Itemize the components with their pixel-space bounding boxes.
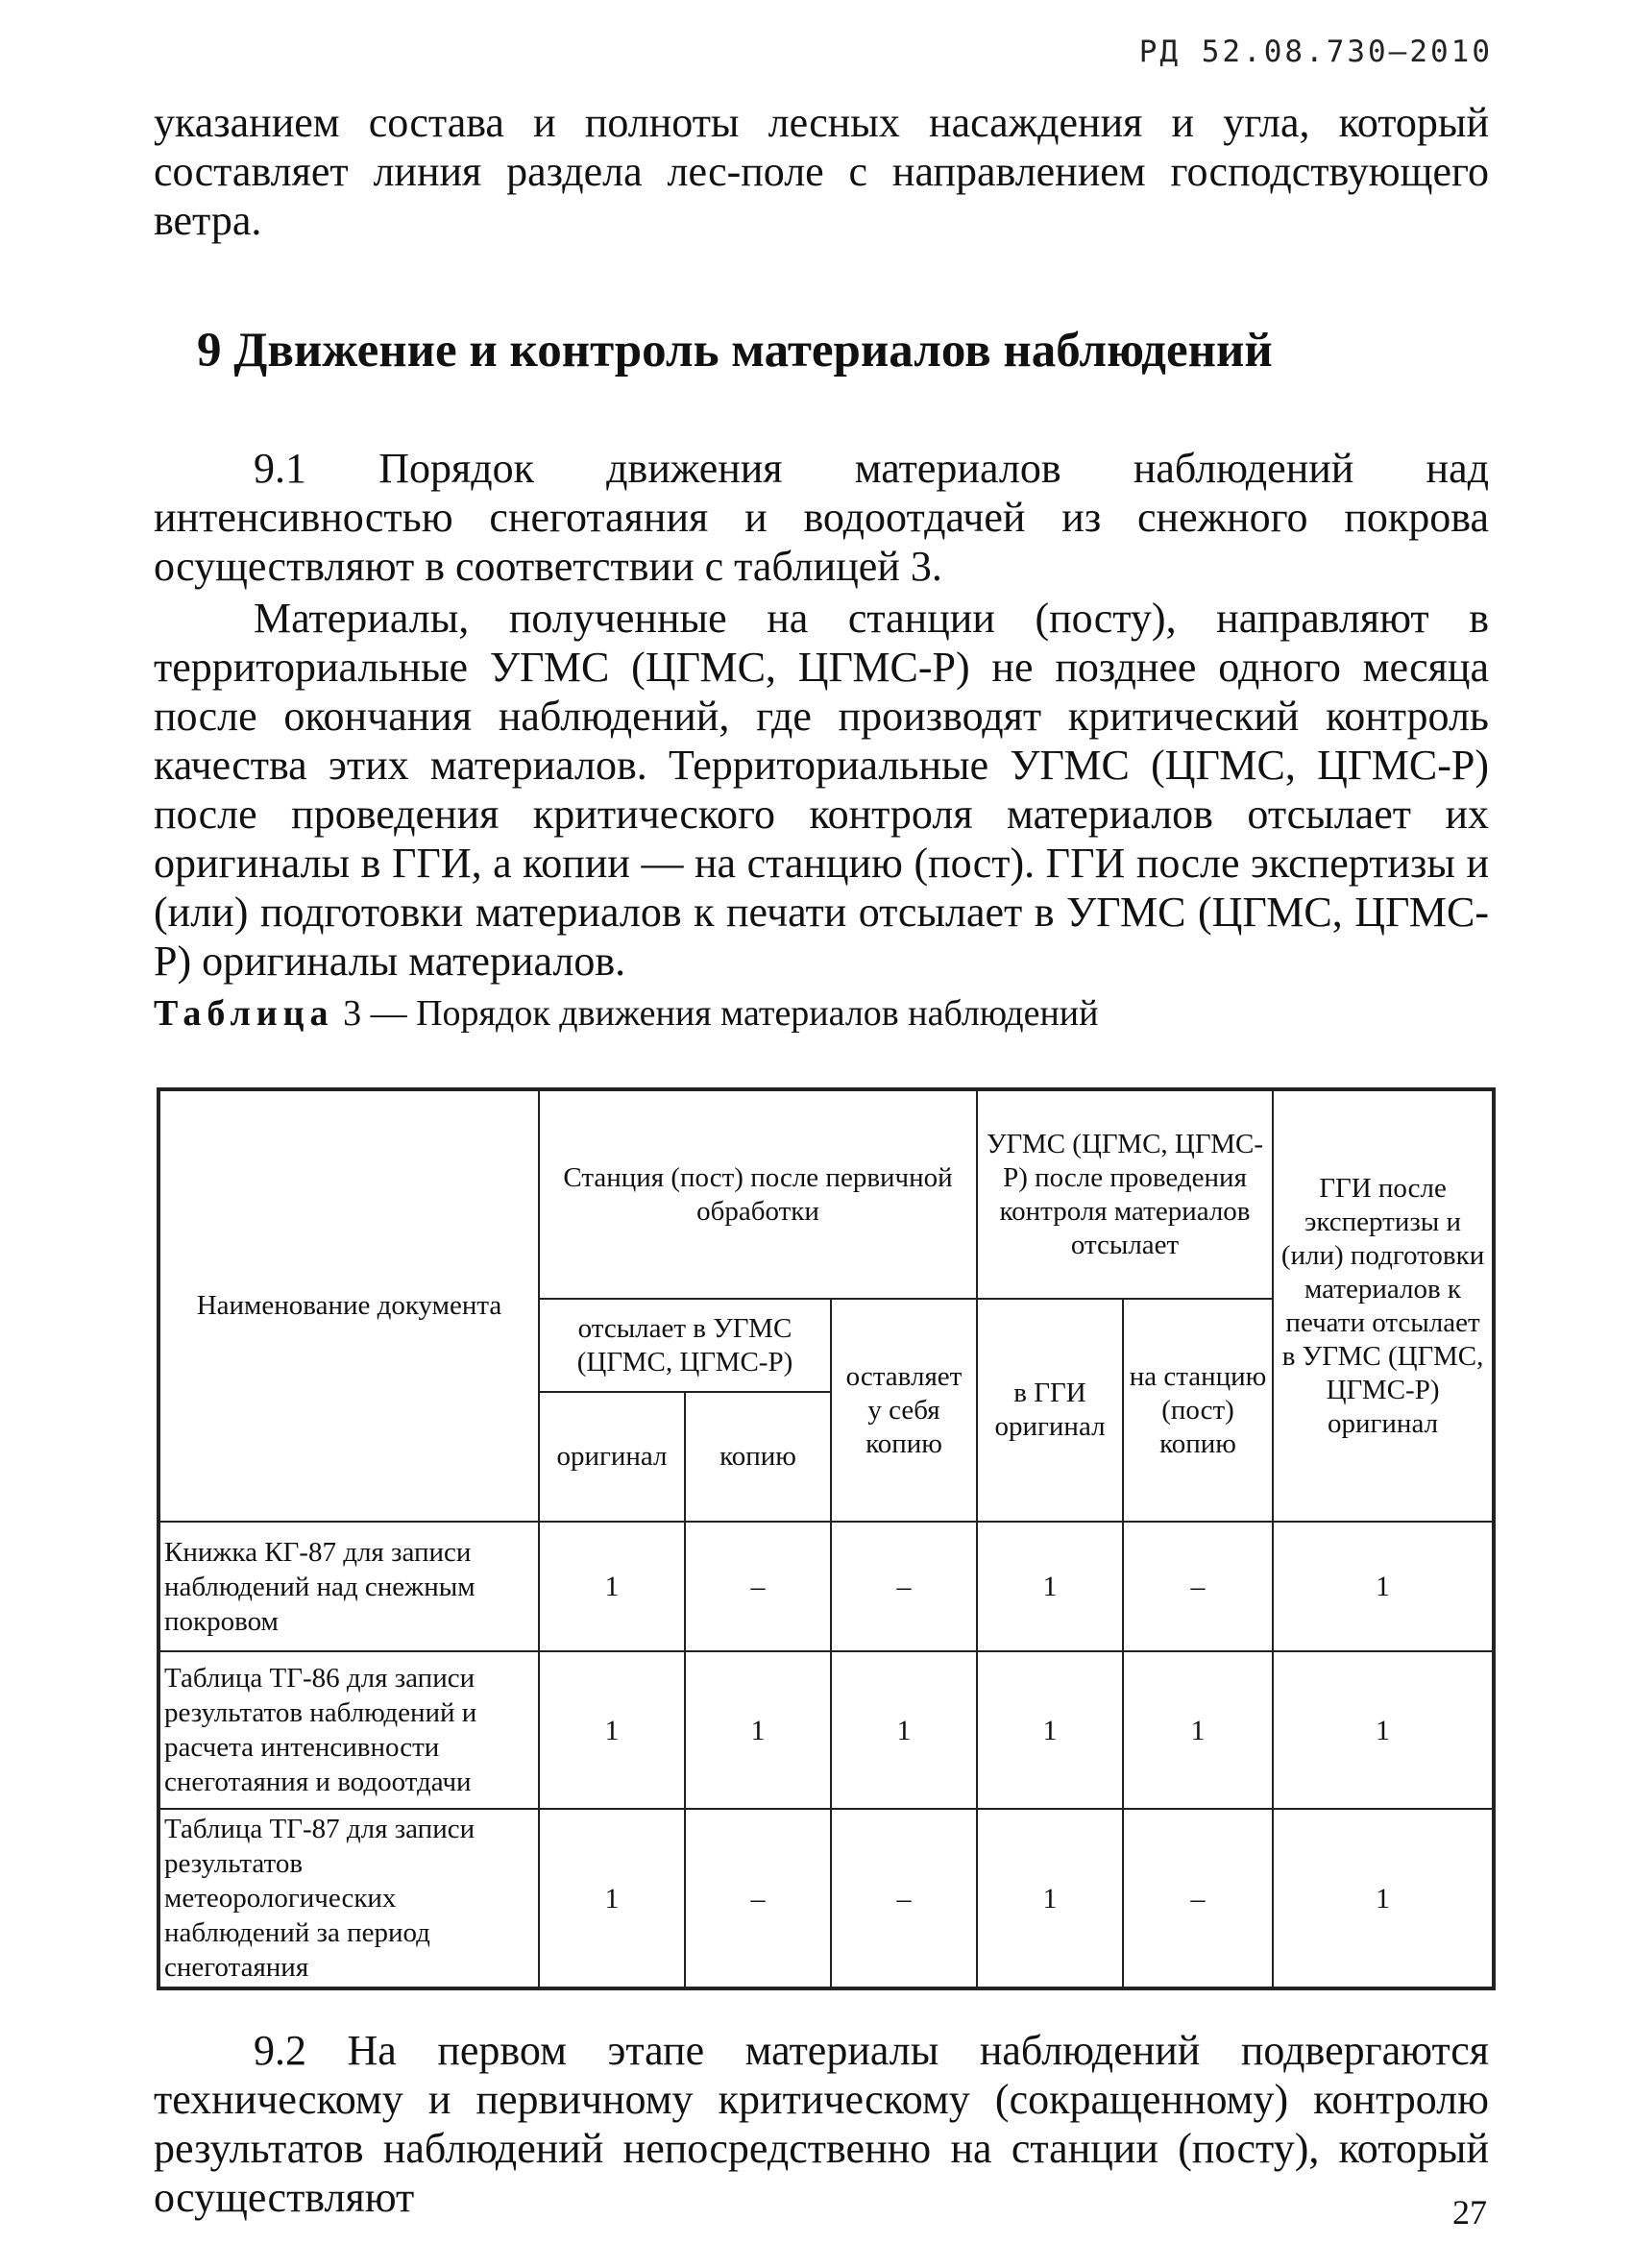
table-cell: 1	[539, 1651, 685, 1809]
table-cell: 1	[831, 1651, 977, 1809]
header-keeps-copy: оставляет у себя копию	[831, 1299, 977, 1522]
table-row	[158, 1651, 1494, 1809]
header-doc-name: Наименование документа	[158, 1089, 539, 1522]
header-to-ggi: в ГГИ оригинал	[977, 1299, 1123, 1522]
paragraph-materials: Материалы, полученные на станции (посту), направляют в территориальные УГМС (ЦГМС, ЦГМС-Р) не позднее одного месяца после окончания наблюдений, где производят критический контроль качества этих материалов. Территориальные УГМС (ЦГМС, ЦГМС-Р) после проведения критического контроля материалов отсылает их оригиналы в ГГИ, а копии — на станцию (пост). ГГИ после экспертизы и (или) подготовки материалов к печати отсылает в УГМС (ЦГМС, ЦГМС-Р) оригиналы материалов.	[154, 595, 1489, 985]
header-original: оригинал	[539, 1392, 685, 1522]
header-copy: копию	[685, 1392, 831, 1522]
row-doc-name: Таблица ТГ-87 для записи результатов метеорологических наблюдений за период снеготаяния	[158, 1809, 539, 1988]
section-heading: 9 Движение и контроль материалов наблюдений	[197, 324, 1273, 378]
header-sends-ugms: отсылает в УГМС (ЦГМС, ЦГМС-Р)	[539, 1299, 831, 1392]
table-cell: 1	[977, 1651, 1123, 1809]
header-ggi: ГГИ после экспертизы и (или) подготовки материалов к печати отсылает в УГМС (ЦГМС, ЦГМС-Р) оригинал	[1273, 1089, 1494, 1522]
table-cell: –	[831, 1522, 977, 1651]
table-cell: 1	[539, 1522, 685, 1651]
table-cell: –	[831, 1809, 977, 1988]
table-cell: 1	[1123, 1651, 1273, 1809]
table-cell: 1	[685, 1651, 831, 1809]
table-cell: 1	[977, 1522, 1123, 1651]
table-caption-label: Таблица	[154, 993, 334, 1034]
header-to-station: на станцию (пост) копию	[1123, 1299, 1273, 1522]
table-cell: 1	[539, 1809, 685, 1988]
table-row	[158, 1809, 1494, 1988]
table-cell: –	[1123, 1809, 1273, 1988]
header-ugms: УГМС (ЦГМС, ЦГМС-Р) после проведения контроля материалов отсылает	[977, 1089, 1273, 1299]
document-code: РД 52.08.730–2010	[1138, 35, 1493, 69]
movement-table	[157, 1087, 1496, 1990]
table-cell: –	[685, 1522, 831, 1651]
header-station: Станция (пост) после первичной обработки	[539, 1089, 977, 1299]
paragraph-9-1: 9.1 Порядок движения материалов наблюдений над интенсивностью снеготаяния и водоотдачей из снежного покрова осуществляют в соответствии с таблицей 3.	[154, 445, 1489, 590]
table-cell: 1	[1273, 1522, 1494, 1651]
table-caption	[154, 992, 1499, 1035]
page-number: 27	[1452, 2193, 1487, 2231]
table-cell: –	[1123, 1522, 1273, 1651]
paragraph-9-2: 9.2 На первом этапе материалы наблюдений подвергаются техническому и первичному критическому (сокращенному) контролю результатов наблюдений непосредственно на станции (посту), который осуществляют	[154, 2027, 1489, 2221]
table-row	[158, 1522, 1494, 1651]
table-cell: 1	[977, 1809, 1123, 1988]
table-cell: –	[685, 1809, 831, 1988]
continuation-paragraph: указанием состава и полноты лесных насаждения и угла, который составляет линия раздела лес-поле с направлением господствующего ветра.	[154, 99, 1489, 244]
table-caption-text: 3 — Порядок движения материалов наблюдений	[333, 993, 1099, 1034]
table-cell: 1	[1273, 1651, 1494, 1809]
table-cell: 1	[1273, 1809, 1494, 1988]
row-doc-name: Таблица ТГ-86 для записи результатов наблюдений и расчета интенсивности снеготаяния и водоотдачи	[158, 1651, 539, 1809]
row-doc-name: Книжка КГ-87 для записи наблюдений над снежным покровом	[158, 1522, 539, 1651]
